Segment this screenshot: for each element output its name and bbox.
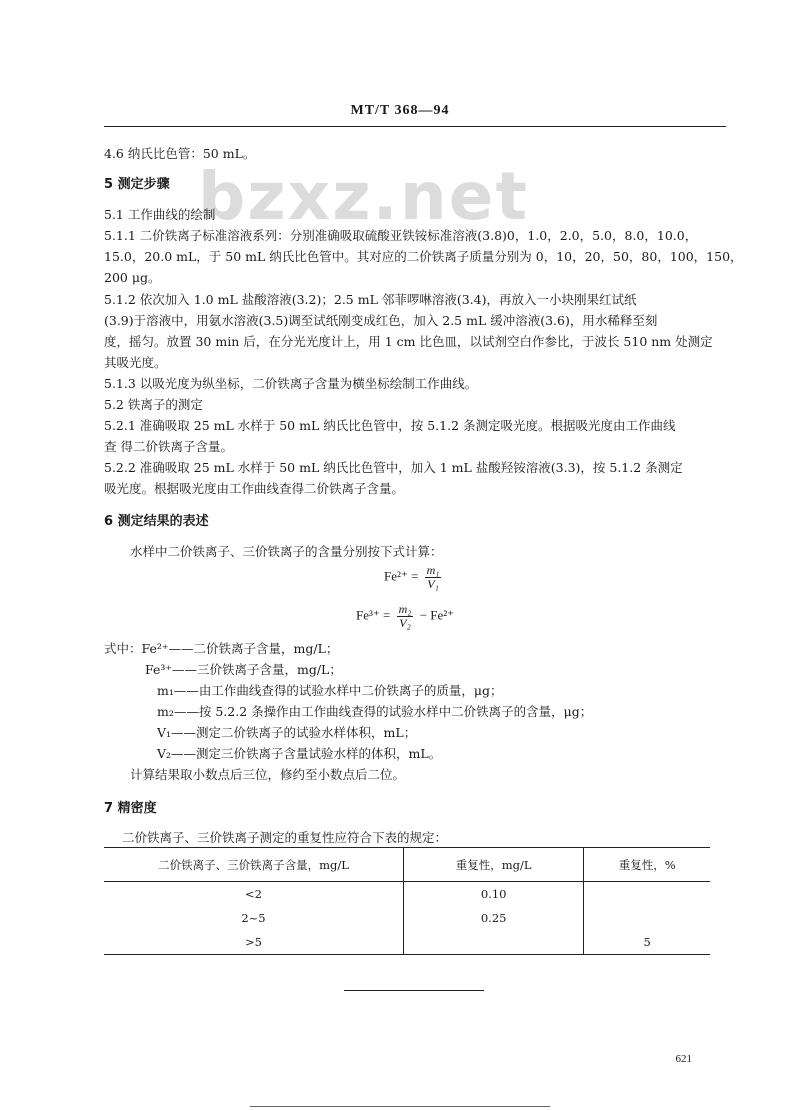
bottom-scan-line (250, 1106, 550, 1107)
formula-fe3 (356, 603, 454, 630)
table-header-repeat-mgl: 重复性，mg/L (403, 848, 583, 882)
header-rule (104, 126, 726, 127)
clause-5-1-2-line4: 其吸光度。 (104, 355, 167, 370)
clause-5-2-2-line2: 吸光度。根据吸光度由工作曲线查得二价铁离子含量。 (104, 481, 405, 496)
legend-fe3: Fe³⁺——三价铁离子含量，mg/L； (145, 662, 342, 677)
table-cell (584, 882, 710, 907)
formula-fe2-lhs: Fe²⁺ = (384, 568, 419, 584)
table-cell: 5 (584, 930, 710, 955)
table-cell (584, 906, 710, 930)
section-6-heading: 6 测定结果的表述 (104, 514, 209, 529)
section-6-intro: 水样中二价铁离子、三价铁离子的含量分别按下式计算： (130, 544, 443, 559)
formula-fe2-fraction (425, 564, 442, 591)
formula-fe2-denominator: V₁ (427, 577, 439, 591)
formula-fe3-rhs: − Fe²⁺ (419, 607, 455, 623)
clause-5-1-1-line2: 15.0，20.0 mL，于 50 mL 纳氏比色管中。其对应的二价铁离子质量分别为 0，10，20，50，80，100，150， (104, 249, 743, 264)
table-header-repeat-pct: 重复性，% (584, 848, 710, 882)
formula-fe3-lhs: Fe³⁺ = (356, 607, 391, 623)
clause-5-2-1-line1: 5.2.1 准确吸取 25 mL 水样于 50 mL 纳氏比色管中，按 5.1.2 条测定吸光度。根据吸光度由工作曲线 (104, 418, 676, 433)
formula-fe2-numerator: m₁ (426, 563, 440, 577)
clause-5-1-2-line3: 度，摇匀。放置 30 min 后，在分光光度计上，用 1 cm 比色皿，以试剂空白作参比，于波长 510 nm 处测定 (104, 334, 713, 349)
clause-4-6: 4.6 纳氏比色管：50 mL。 (104, 146, 256, 161)
legend-v2: V₂——测定三价铁离子含量试验水样的体积，mL。 (157, 746, 442, 761)
page-header: MT/T 368—94 (350, 103, 450, 118)
formula-fe3-denominator: V₂ (399, 616, 411, 630)
table-cell: >5 (104, 930, 403, 955)
clause-5-2-2-line1: 5.2.2 准确吸取 25 mL 水样于 50 mL 纳氏比色管中，加入 1 mL 盐酸羟铵溶液(3.3)，按 5.1.2 条测定 (104, 460, 683, 475)
table-cell: 0.10 (403, 882, 583, 907)
section-5-heading: 5 测定步骤 (104, 177, 170, 192)
end-rule (344, 990, 484, 991)
legend-m1: m₁——由工作曲线查得的试验水样中二价铁离子的质量，μg； (157, 683, 503, 698)
clause-5-2: 5.2 铁离子的测定 (104, 397, 203, 412)
table-cell: <2 (245, 887, 262, 901)
precision-table (104, 847, 710, 955)
rounding-note: 计算结果取小数点后三位，修约至小数点后二位。 (130, 767, 406, 782)
clause-5-1-1-line1: 5.1.1 二价铁离子标准溶液系列：分别准确吸取硫酸亚铁铵标准溶液(3.8)0，1.0，2.0，5.0，8.0，10.0， (104, 228, 698, 243)
table-row (104, 930, 710, 955)
table-row (104, 882, 710, 907)
watermark: bzxz.net (198, 158, 530, 235)
section-7-heading: 7 精密度 (104, 801, 157, 816)
page-number: 621 (675, 1053, 692, 1065)
clause-5-1-2-line2: (3.9)于溶液中，用氨水溶液(3.5)调至试纸刚变成红色，加入 2.5 mL 缓冲溶液(3.6)，用水稀释至刻 (104, 313, 658, 328)
table-header-content: 二价铁离子、三价铁离子含量，mg/L (104, 848, 403, 882)
formula-fe2 (384, 564, 444, 591)
formula-fe3-numerator: m₂ (398, 602, 412, 616)
clause-5-1-2-line1: 5.1.2 依次加入 1.0 mL 盐酸溶液(3.2)；2.5 mL 邻菲啰啉溶液(3.4)，再放入一小块刚果红试纸 (104, 292, 637, 307)
clause-5-1-3: 5.1.3 以吸光度为纵坐标，二价铁离子含量为横坐标绘制工作曲线。 (104, 376, 478, 391)
clause-5-1-1-line3: 200 μg。 (104, 270, 161, 285)
table-row (104, 906, 710, 930)
table-cell (403, 930, 583, 955)
legend-v1: V₁——测定二价铁离子的试验水样体积，mL； (157, 725, 417, 740)
legend-fe2: 式中：Fe²⁺——二价铁离子含量，mg/L； (104, 641, 339, 656)
table-cell: 2~5 (241, 911, 266, 925)
section-7-intro: 二价铁离子、三价铁离子测定的重复性应符合下表的规定： (122, 830, 448, 845)
table-header-row (104, 848, 710, 882)
table-cell: 0.25 (403, 906, 583, 930)
formula-fe3-fraction (397, 603, 414, 630)
clause-5-1: 5.1 工作曲线的绘制 (104, 207, 216, 222)
clause-5-2-1-line2: 查 得二价铁离子含量。 (104, 439, 233, 454)
legend-m2: m₂——按 5.2.2 条操作由工作曲线查得的试验水样中二价铁离子的含量，μg； (157, 704, 593, 719)
